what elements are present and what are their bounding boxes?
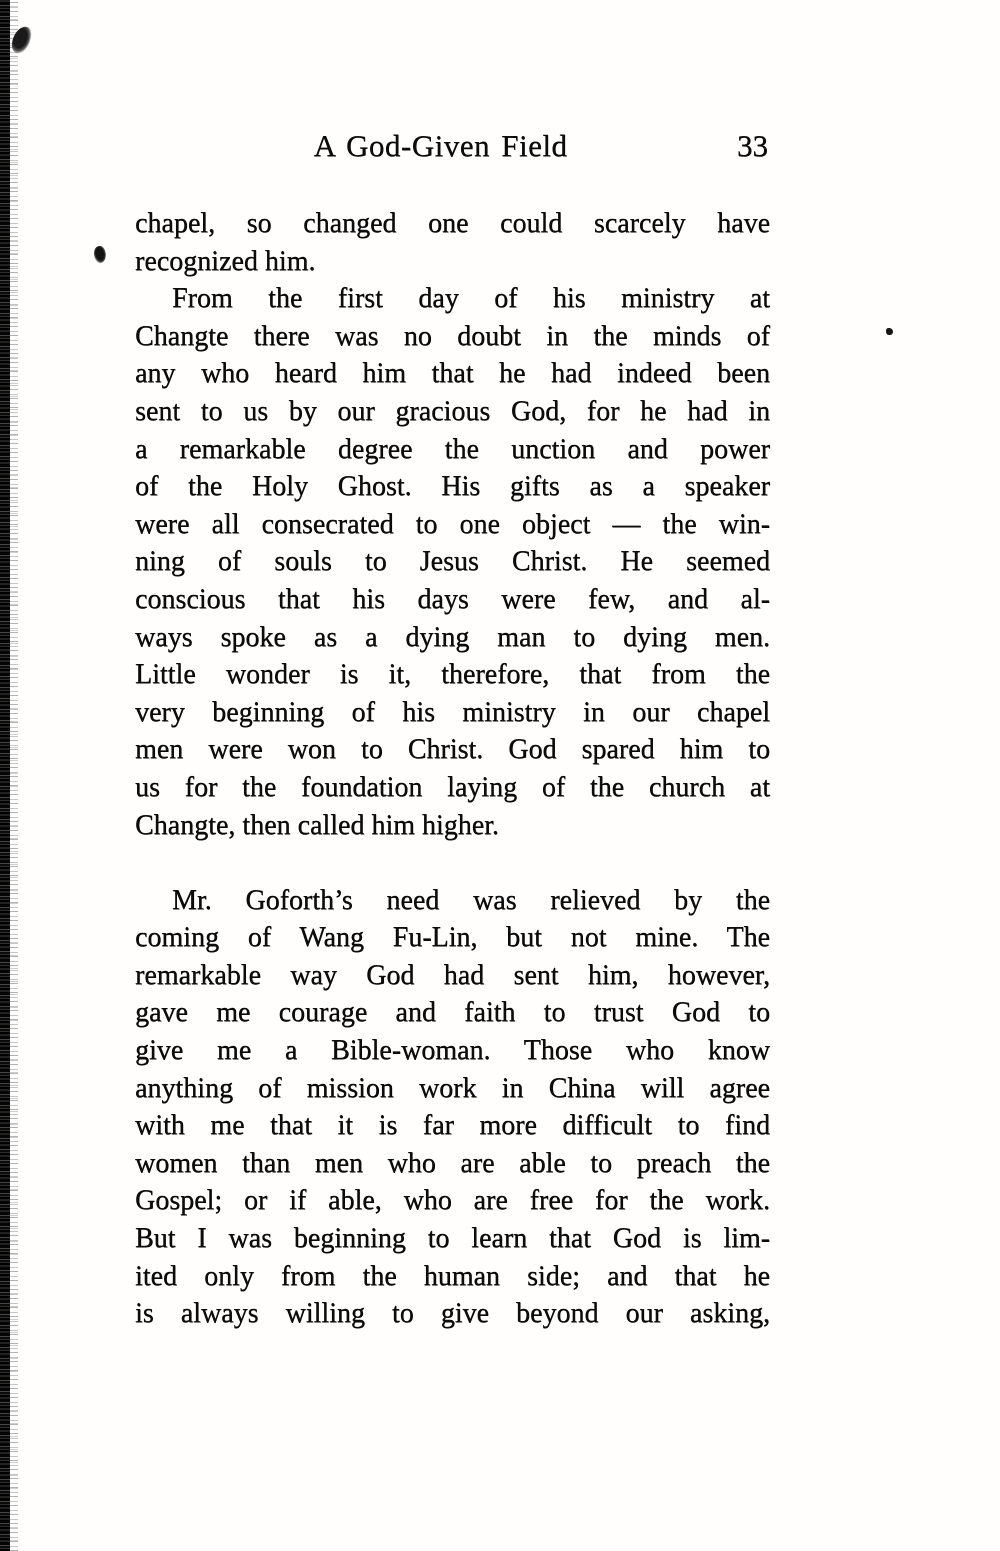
text-line: with me that it is far more difficult to find bbox=[135, 1110, 770, 1142]
text-line: ited only from the human side; and that he bbox=[135, 1260, 770, 1292]
text-line: Changte there was no doubt in the minds of bbox=[135, 320, 770, 352]
text-line: ways spoke as a dying man to dying men. bbox=[135, 621, 770, 653]
text-line: chapel, so changed one could scarcely have bbox=[135, 208, 770, 239]
text-line: very beginning of his ministry in our chapel bbox=[135, 696, 770, 728]
text-line: men were won to Christ. God spared him to bbox=[135, 734, 770, 766]
text-line: remarkable way God had sent him, however, bbox=[135, 959, 770, 991]
text-line: Changte, then called him higher. bbox=[135, 809, 499, 841]
text-line: conscious that his days were few, and al- bbox=[135, 583, 770, 615]
text-line: coming of Wang Fu-Lin, but not mine. The bbox=[135, 922, 770, 954]
text-line: is always willing to give beyond our asking, bbox=[135, 1298, 770, 1330]
paragraph bbox=[135, 205, 770, 280]
page-header bbox=[135, 128, 770, 170]
text-line: us for the foundation laying of the church at bbox=[135, 771, 770, 803]
text-line: Gospel; or if able, who are free for the work. bbox=[135, 1185, 770, 1217]
text-line: were all consecrated to one object — the win- bbox=[135, 508, 770, 540]
text-line: sent to us by our gracious God, for he had in bbox=[135, 395, 770, 427]
text-line: a remarkable degree the unction and power bbox=[135, 433, 770, 465]
text-line: Mr. Goforth’s need was relieved by the bbox=[172, 884, 770, 916]
text-line: women than men who are able to preach the bbox=[135, 1147, 770, 1179]
binding-edge-fade bbox=[10, 0, 18, 1551]
page-number: 33 bbox=[737, 128, 768, 163]
text-line: But I was beginning to learn that God is lim- bbox=[135, 1223, 770, 1255]
binding-edge bbox=[0, 0, 10, 1551]
text-line: From the first day of his ministry at bbox=[172, 283, 770, 315]
text-line: recognized him. bbox=[135, 245, 316, 277]
text-line: ning of souls to Jesus Christ. He seemed bbox=[135, 546, 770, 578]
text-line: any who heard him that he had indeed been bbox=[135, 358, 770, 390]
ink-speck-right-margin bbox=[886, 328, 893, 335]
text-line: gave me courage and faith to trust God to bbox=[135, 997, 770, 1029]
text-line: anything of mission work in China will agree bbox=[135, 1072, 770, 1104]
paragraph bbox=[135, 882, 770, 1333]
ink-speck-left-margin bbox=[92, 245, 107, 264]
paragraph bbox=[135, 280, 770, 844]
text-block bbox=[135, 205, 770, 1333]
text-line: give me a Bible-woman. Those who know bbox=[135, 1035, 770, 1067]
text-line: Little wonder is it, therefore, that from the bbox=[135, 659, 770, 691]
text-line: of the Holy Ghost. His gifts as a speaker bbox=[135, 471, 770, 503]
running-title: A God-Given Field bbox=[313, 128, 568, 163]
